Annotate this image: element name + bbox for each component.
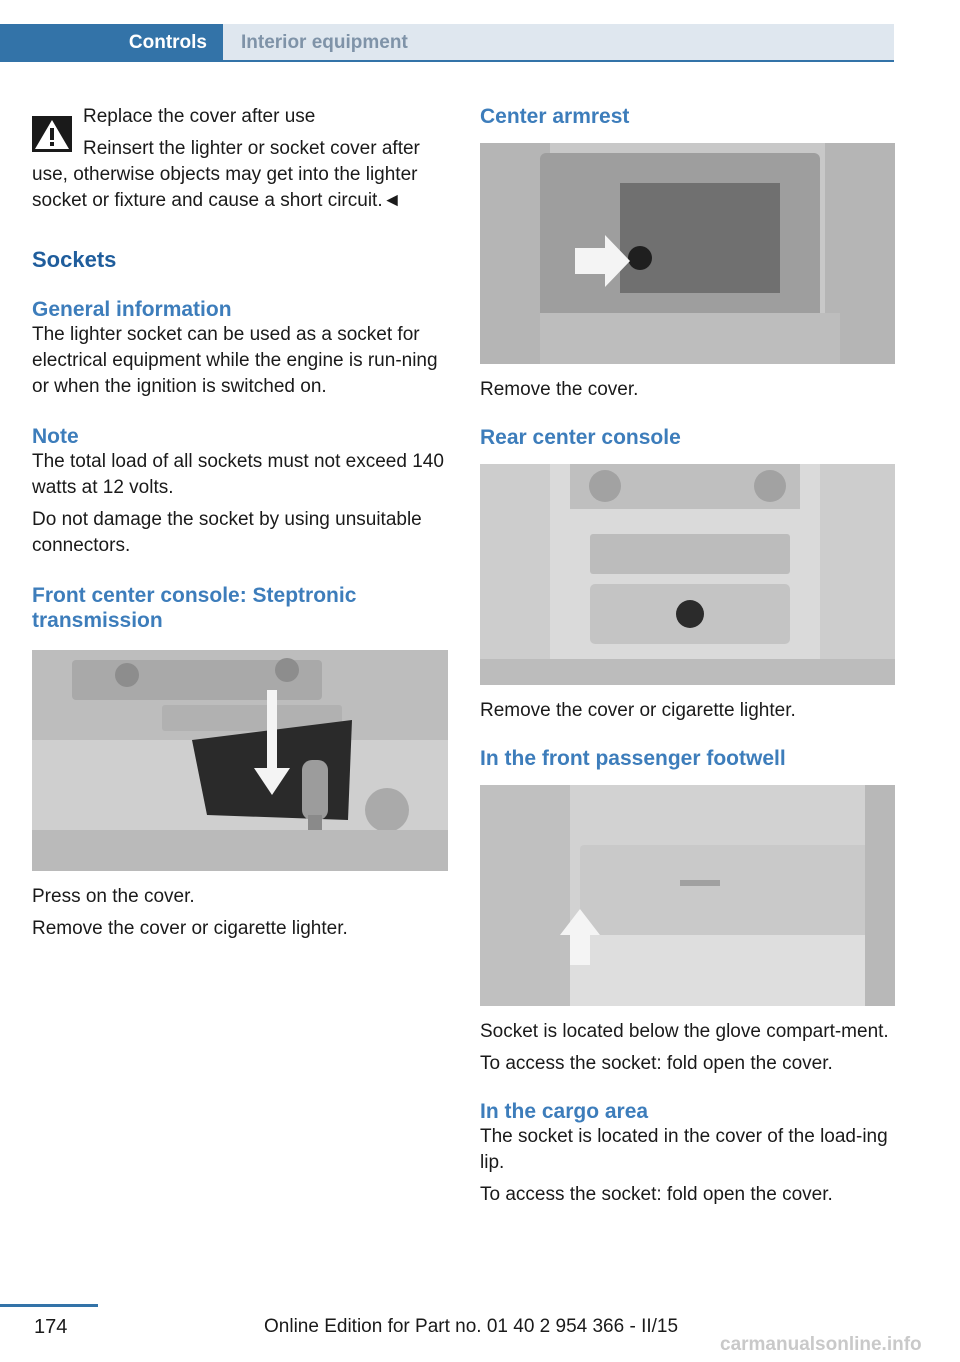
watermark: carmanualsonline.info — [720, 1334, 922, 1355]
warning-title: Replace the cover after use — [83, 106, 316, 127]
right-column — [480, 98, 896, 1208]
rear-console-text: Remove the cover or cigarette lighter. — [480, 700, 796, 721]
footwell-figure — [480, 785, 895, 1006]
front-console-heading: Front center console: Steptronic transmission — [32, 584, 357, 632]
warning-text: use, otherwise objects may get into the lighter socket or fixture and cause a short circuit.◄ — [32, 164, 418, 211]
rear-console-figure — [480, 464, 895, 685]
rear-console-illustration — [480, 464, 895, 685]
section-tab-controls[interactable]: Controls — [0, 24, 223, 62]
footwell-heading: In the front passenger footwell — [480, 747, 786, 770]
cargo-area-text-location: The socket is located in the cover of the load-ing lip. — [480, 1126, 888, 1173]
center-armrest-text: Remove the cover. — [480, 379, 639, 400]
warning-triangle-icon — [32, 116, 72, 152]
front-console-text-remove: Remove the cover or cigarette lighter. — [32, 918, 348, 939]
cargo-area-heading: In the cargo area — [480, 1100, 649, 1123]
note-heading: Note — [32, 425, 79, 448]
footwell-text-access: To access the socket: fold open the cover. — [480, 1053, 833, 1074]
sockets-heading: Sockets — [32, 247, 117, 272]
edition-note: Online Edition for Part no. 01 40 2 954 366 - II/15 — [264, 1316, 679, 1337]
page-number: 174 — [34, 1316, 68, 1338]
page-header — [0, 24, 894, 62]
front-console-text-press: Press on the cover. — [32, 886, 195, 907]
footwell-text-location: Socket is located below the glove compart-ment. — [480, 1021, 889, 1042]
note-text-connectors: Do not damage the socket by using unsuitable connectors. — [32, 509, 422, 556]
general-information-heading: General information — [32, 298, 232, 321]
general-information-text: The lighter socket can be used as a socket for electrical equipment while the engine is run-ning or when the ignition is switched on. — [32, 324, 438, 397]
note-text-load: The total load of all sockets must not exceed 140 watts at 12 volts. — [32, 451, 444, 498]
center-armrest-heading: Center armrest — [480, 105, 630, 128]
front-console-illustration — [32, 650, 448, 871]
footwell-illustration — [480, 785, 895, 1006]
header-rule — [0, 60, 894, 62]
front-console-figure — [32, 650, 448, 871]
chapter-tab-interior-equipment[interactable]: Interior equipment — [223, 24, 894, 62]
warning-box — [32, 104, 448, 214]
center-armrest-figure — [480, 143, 895, 364]
cargo-area-text-access: To access the socket: fold open the cover. — [480, 1184, 833, 1205]
warning-line1: Reinsert the lighter or socket cover after — [83, 138, 420, 159]
center-armrest-illustration — [480, 143, 895, 364]
rear-console-heading: Rear center console — [480, 426, 681, 449]
left-column — [32, 98, 448, 942]
footer-rule — [0, 1304, 98, 1307]
